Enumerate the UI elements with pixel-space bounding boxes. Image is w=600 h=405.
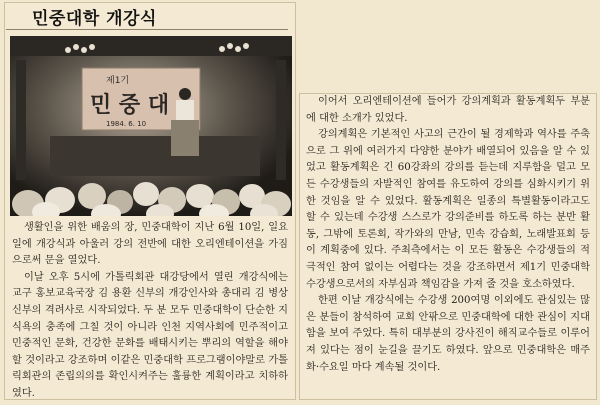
headline-rule [6, 29, 288, 30]
banner-line1: 제1기 [106, 76, 130, 86]
ceremony-photo [10, 36, 292, 216]
lectern [171, 120, 199, 156]
article-headline: 민중대학 개강식 [32, 9, 157, 29]
right-paragraph-3: 한편 이날 개강식에는 수강생 200여명 이외에도 관심있는 많은 분들이 참석하여 교회 안팎으로 민중대학에 대한 관심이 지대함을 보여 주었다. 특히 대부분의 강사진이 해직교수들로 이루어져 있다는 점이 눈길을 끌기도 하였다. 앞으로 민중대학은 매주 화·수요일 마다 계속될 것이다. [306, 295, 590, 373]
left-paragraph-2: 이날 오후 5시에 가톨릭회관 대강당에서 열린 개강식에는 교구 홍보교육국장 김 용환 신부의 개강인사와 총대리 김 병상 신부의 격려사로 시작되었다. 두 분 모두 민중대학이 단순한 지식욕의 충족에 그칠 것이 아니라 인천 지역사회에 민주적이고 민중적인 문화, 건강한 문화를 배태시키는 뿌리의 역할을 해야할 것이라고 강조하며 이같은 민중대학 프로그램이야말로 가톨릭회관의 존립의의를 확인시켜주는 훌륭한 계획이라고 치하하였다. [12, 271, 288, 399]
right-column-text [306, 94, 590, 376]
banner-line2: 민 중 대 [90, 93, 170, 118]
ceiling [10, 36, 292, 56]
left-paragraph-1: 생활인을 위한 배움의 장, 민중대학이 지난 6월 10일, 일요일에 개강식과 아울러 강의 전반에 대한 오리엔테이션을 가짐으로써 문을 열었다. [12, 222, 288, 267]
banner-line3: 1984. 6. 10 [106, 120, 147, 128]
right-paragraph-1: 이어서 오리엔테이션에 들어가 강의계획과 활동계획두 부분에 대한 소개가 있었다. [306, 96, 590, 124]
right-paragraph-2: 강의계획은 기본적인 사고의 근간이 될 경제학과 역사를 주축으로 그 위에 여러가지 다양한 분야가 배열되어 있음을 알 수 있었고 활동계획은 긴 60강좌의 강의를 듣는데 지루함을 덜고 모든 수강생들의 자발적인 참여를 유도하여 강의를 심화시키기 위한 것임을 알 수 있었다. 활동계획은 일종의 특별활동이라고도 할 수 있는데 수강생 스스로가 강의준비를 하도록 하는 분반 활동, 그밖에 토론회, 작가와의 만남, 민속 강습회, 노래발표회 등이 계획중에 있다. 주최측에서는 이 모든 활동은 수강생들의 적극적인 참여 없이는 어렵다는 것을 강조하면서 제1기 민중대학 수강생으로서의 자부심과 책임감을 가져 줄 것을 호소하였다. [306, 129, 590, 290]
left-pillar [16, 60, 26, 180]
left-column-text [12, 220, 288, 403]
right-pillar [276, 60, 286, 180]
stage [50, 136, 260, 176]
